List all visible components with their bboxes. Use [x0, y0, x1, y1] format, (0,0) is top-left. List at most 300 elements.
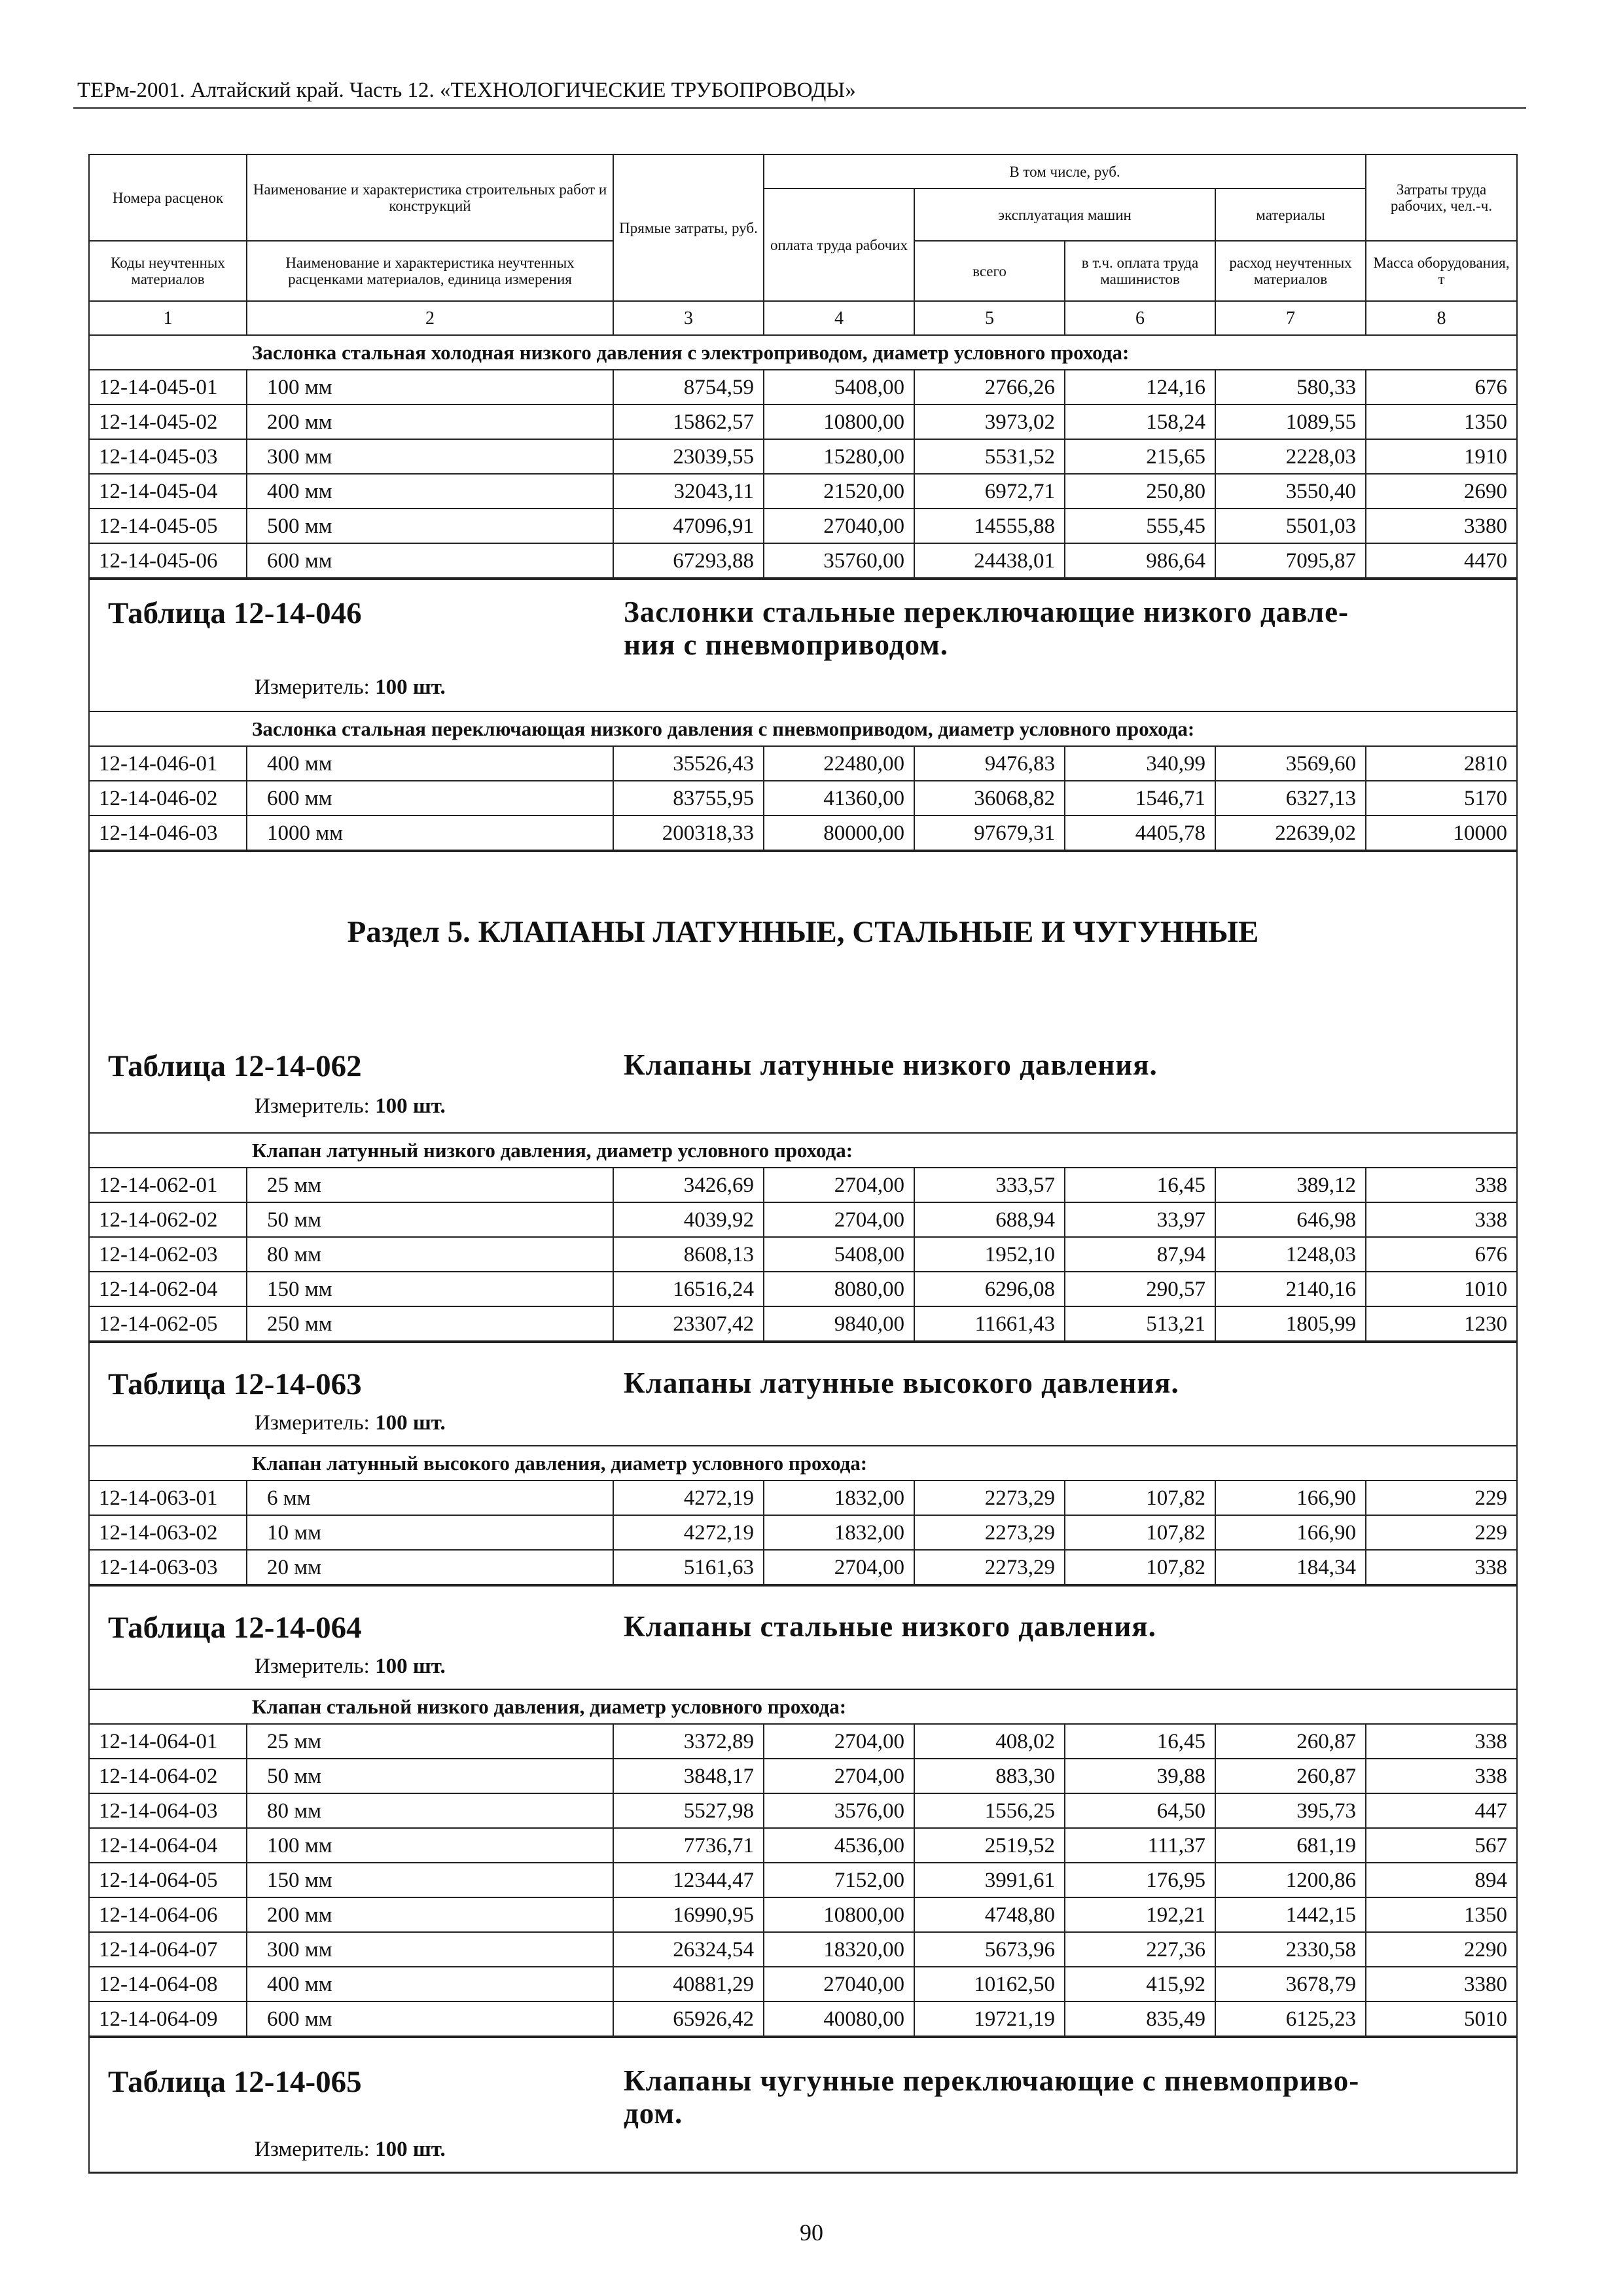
value-cell: 4039,92	[613, 1202, 764, 1237]
rate-name: 250 мм	[247, 1306, 613, 1341]
table-number: Таблица 12-14-046	[108, 596, 362, 630]
value-cell: 338	[1366, 1168, 1516, 1202]
value-cell: 894	[1366, 1863, 1516, 1897]
table-heading-062	[90, 1049, 1516, 1132]
table-row	[90, 1237, 1516, 1272]
value-cell: 580,33	[1215, 370, 1366, 404]
section-5-heading	[90, 851, 1516, 1068]
value-cell: 107,82	[1065, 1550, 1215, 1585]
rate-code: 12-14-046-02	[90, 781, 247, 816]
rate-code: 12-14-064-04	[90, 1828, 247, 1863]
rate-name: 6 мм	[247, 1480, 613, 1515]
rate-name: 80 мм	[247, 1237, 613, 1272]
table-column-header	[90, 154, 1516, 335]
measure-unit	[255, 1655, 446, 1679]
rate-code: 12-14-062-05	[90, 1306, 247, 1341]
table-row	[90, 1480, 1516, 1515]
table-row	[90, 1272, 1516, 1306]
value-cell: 4405,78	[1065, 816, 1215, 850]
table-row	[90, 816, 1516, 850]
value-cell: 5501,03	[1215, 509, 1366, 543]
rate-code: 12-14-064-05	[90, 1863, 247, 1897]
value-cell: 176,95	[1065, 1863, 1215, 1897]
col-name-characteristics: Наименование и характеристика строительных работ и конструкций	[247, 154, 613, 241]
rate-name: 150 мм	[247, 1272, 613, 1306]
rate-name: 25 мм	[247, 1724, 613, 1759]
rate-name: 300 мм	[247, 1932, 613, 1967]
value-cell: 5408,00	[764, 1237, 914, 1272]
value-cell: 97679,31	[914, 816, 1065, 850]
value-cell: 408,02	[914, 1724, 1065, 1759]
rate-name: 10 мм	[247, 1515, 613, 1550]
rate-code: 12-14-045-06	[90, 543, 247, 578]
value-cell: 4272,19	[613, 1480, 764, 1515]
value-cell: 260,87	[1215, 1724, 1366, 1759]
table-row	[90, 781, 1516, 816]
value-cell: 5531,52	[914, 439, 1065, 474]
table-row	[90, 746, 1516, 781]
rate-code: 12-14-045-04	[90, 474, 247, 509]
value-cell: 22639,02	[1215, 816, 1366, 850]
table-number: Таблица 12-14-063	[108, 1367, 362, 1401]
value-cell: 10800,00	[764, 1897, 914, 1932]
col-labor-costs: Затраты труда рабочих, чел.-ч.	[1366, 154, 1516, 241]
measure-unit	[255, 1094, 446, 1119]
value-cell: 7736,71	[613, 1828, 764, 1863]
value-cell: 1805,99	[1215, 1306, 1366, 1341]
value-cell: 2519,52	[914, 1828, 1065, 1863]
value-cell: 5408,00	[764, 370, 914, 404]
value-cell: 513,21	[1065, 1306, 1215, 1341]
rate-code: 12-14-064-07	[90, 1932, 247, 1967]
value-cell: 389,12	[1215, 1168, 1366, 1202]
col-number: 6	[1065, 301, 1215, 335]
value-cell: 567	[1366, 1828, 1516, 1863]
measure-label: Измеритель:	[255, 2138, 370, 2161]
table-row	[90, 404, 1516, 439]
rates-table-064	[90, 1689, 1516, 2037]
table-row	[90, 1168, 1516, 1202]
rates-table-063	[90, 1445, 1516, 1585]
table-row	[90, 370, 1516, 404]
rate-name: 400 мм	[247, 474, 613, 509]
table-row	[90, 1759, 1516, 1793]
table-row	[90, 1863, 1516, 1897]
value-cell: 986,64	[1065, 543, 1215, 578]
value-cell: 39,88	[1065, 1759, 1215, 1793]
value-cell: 6327,13	[1215, 781, 1366, 816]
value-cell: 166,90	[1215, 1480, 1366, 1515]
page-number: 90	[800, 2219, 823, 2246]
rate-name: 25 мм	[247, 1168, 613, 1202]
measure-value: 100 шт.	[375, 675, 446, 699]
value-cell: 2810	[1366, 746, 1516, 781]
value-cell: 1442,15	[1215, 1897, 1366, 1932]
value-cell: 6125,23	[1215, 2001, 1366, 2036]
value-cell: 27040,00	[764, 509, 914, 543]
value-cell: 15862,57	[613, 404, 764, 439]
rate-name: 50 мм	[247, 1759, 613, 1793]
rate-name: 200 мм	[247, 1897, 613, 1932]
rate-code: 12-14-045-01	[90, 370, 247, 404]
rate-name: 400 мм	[247, 1967, 613, 2001]
value-cell: 2704,00	[764, 1168, 914, 1202]
value-cell: 4536,00	[764, 1828, 914, 1863]
value-cell: 64,50	[1065, 1793, 1215, 1828]
table-title-line: Заслонки стальные переключающие низкого давле-	[624, 596, 1349, 628]
table-row	[90, 1932, 1516, 1967]
rate-code: 12-14-064-06	[90, 1897, 247, 1932]
value-cell: 835,49	[1065, 2001, 1215, 2036]
value-cell: 3372,89	[613, 1724, 764, 1759]
value-cell: 111,37	[1065, 1828, 1215, 1863]
value-cell: 2704,00	[764, 1724, 914, 1759]
value-cell: 5170	[1366, 781, 1516, 816]
value-cell: 87,94	[1065, 1237, 1215, 1272]
value-cell: 688,94	[914, 1202, 1065, 1237]
value-cell: 333,57	[914, 1168, 1065, 1202]
value-cell: 18320,00	[764, 1932, 914, 1967]
value-cell: 200318,33	[613, 816, 764, 850]
value-cell: 166,90	[1215, 1515, 1366, 1550]
measure-value: 100 шт.	[375, 1411, 446, 1435]
value-cell: 3848,17	[613, 1759, 764, 1793]
value-cell: 676	[1366, 370, 1516, 404]
value-cell: 8080,00	[764, 1272, 914, 1306]
value-cell: 65926,42	[613, 2001, 764, 2036]
value-cell: 4748,80	[914, 1897, 1065, 1932]
rate-code: 12-14-064-02	[90, 1759, 247, 1793]
table-title-line: дом.	[624, 2097, 683, 2130]
value-cell: 7095,87	[1215, 543, 1366, 578]
col-rate-numbers: Номера расценок	[90, 154, 247, 241]
table-row	[90, 543, 1516, 578]
value-cell: 4272,19	[613, 1515, 764, 1550]
value-cell: 12344,47	[613, 1863, 764, 1897]
value-cell: 2704,00	[764, 1202, 914, 1237]
measure-unit	[255, 675, 446, 700]
col-unaccounted-codes: Коды неучтенных материалов	[90, 241, 247, 301]
rate-code: 12-14-045-03	[90, 439, 247, 474]
value-cell: 227,36	[1065, 1932, 1215, 1967]
value-cell: 2273,29	[914, 1515, 1065, 1550]
section-heading: Заслонка стальная холодная низкого давления с электроприводом, диаметр условного прохода:	[90, 335, 1516, 370]
table-row	[90, 1724, 1516, 1759]
value-cell: 3426,69	[613, 1168, 764, 1202]
rate-name: 600 мм	[247, 543, 613, 578]
value-cell: 4470	[1366, 543, 1516, 578]
table-row	[90, 1306, 1516, 1341]
table-row	[90, 1897, 1516, 1932]
table-heading-065	[90, 2037, 1516, 2172]
value-cell: 2690	[1366, 474, 1516, 509]
value-cell: 1089,55	[1215, 404, 1366, 439]
value-cell: 3569,60	[1215, 746, 1366, 781]
rate-code: 12-14-063-02	[90, 1515, 247, 1550]
value-cell: 16990,95	[613, 1897, 764, 1932]
value-cell: 9840,00	[764, 1306, 914, 1341]
value-cell: 19721,19	[914, 2001, 1065, 2036]
value-cell: 107,82	[1065, 1480, 1215, 1515]
col-unaccounted-names: Наименование и характеристика неучтенных расценками материалов, единица измерения	[247, 241, 613, 301]
rate-name: 500 мм	[247, 509, 613, 543]
value-cell: 11661,43	[914, 1306, 1065, 1341]
value-cell: 7152,00	[764, 1863, 914, 1897]
rate-code: 12-14-063-01	[90, 1480, 247, 1515]
value-cell: 1010	[1366, 1272, 1516, 1306]
value-cell: 1546,71	[1065, 781, 1215, 816]
value-cell: 1350	[1366, 404, 1516, 439]
measure-value: 100 шт.	[375, 1094, 446, 1118]
value-cell: 3973,02	[914, 404, 1065, 439]
value-cell: 36068,82	[914, 781, 1065, 816]
table-title	[624, 2064, 1501, 2130]
value-cell: 1230	[1366, 1306, 1516, 1341]
rate-code: 12-14-064-01	[90, 1724, 247, 1759]
table-title-line: Клапаны чугунные переключающие с пневмоприво-	[624, 2064, 1360, 2097]
value-cell: 124,16	[1065, 370, 1215, 404]
value-cell: 32043,11	[613, 474, 764, 509]
value-cell: 260,87	[1215, 1759, 1366, 1793]
value-cell: 15280,00	[764, 439, 914, 474]
col-unaccounted-consumption: расход неучтенных материалов	[1215, 241, 1366, 301]
value-cell: 40881,29	[613, 1967, 764, 2001]
value-cell: 1248,03	[1215, 1237, 1366, 1272]
value-cell: 1952,10	[914, 1237, 1065, 1272]
value-cell: 2290	[1366, 1932, 1516, 1967]
value-cell: 2273,29	[914, 1480, 1065, 1515]
value-cell: 5010	[1366, 2001, 1516, 2036]
value-cell: 2704,00	[764, 1759, 914, 1793]
section-heading: Клапан латунный низкого давления, диаметр условного прохода:	[90, 1133, 1516, 1168]
value-cell: 107,82	[1065, 1515, 1215, 1550]
rate-code: 12-14-062-01	[90, 1168, 247, 1202]
rates-document	[88, 154, 1518, 2174]
col-including: В том числе, руб.	[764, 154, 1366, 188]
value-cell: 27040,00	[764, 1967, 914, 2001]
table-row	[90, 1828, 1516, 1863]
value-cell: 338	[1366, 1550, 1516, 1585]
table-number: Таблица 12-14-062	[108, 1049, 362, 1083]
value-cell: 2330,58	[1215, 1932, 1366, 1967]
table-number: Таблица 12-14-065	[108, 2065, 362, 2099]
value-cell: 9476,83	[914, 746, 1065, 781]
rate-code: 12-14-062-03	[90, 1237, 247, 1272]
running-title: ТЕРм-2001. Алтайский край. Часть 12. «ТЕХНОЛОГИЧЕСКИЕ ТРУБОПРОВОДЫ»	[77, 79, 856, 102]
rate-name: 80 мм	[247, 1793, 613, 1828]
table-row	[90, 1202, 1516, 1237]
rate-code: 12-14-046-03	[90, 816, 247, 850]
value-cell: 8608,13	[613, 1237, 764, 1272]
col-number: 4	[764, 301, 914, 335]
rate-name: 300 мм	[247, 439, 613, 474]
measure-label: Измеритель:	[255, 1655, 370, 1678]
value-cell: 67293,88	[613, 543, 764, 578]
value-cell: 338	[1366, 1724, 1516, 1759]
value-cell: 1350	[1366, 1897, 1516, 1932]
col-number: 8	[1366, 301, 1516, 335]
measure-unit	[255, 1411, 446, 1435]
table-heading-046	[90, 579, 1516, 711]
value-cell: 35526,43	[613, 746, 764, 781]
value-cell: 2704,00	[764, 1550, 914, 1585]
value-cell: 3678,79	[1215, 1967, 1366, 2001]
value-cell: 22480,00	[764, 746, 914, 781]
rate-name: 200 мм	[247, 404, 613, 439]
col-worker-pay: оплата труда рабочих	[764, 188, 914, 301]
col-number: 2	[247, 301, 613, 335]
value-cell: 3380	[1366, 1967, 1516, 2001]
table-row	[90, 439, 1516, 474]
value-cell: 340,99	[1065, 746, 1215, 781]
value-cell: 229	[1366, 1480, 1516, 1515]
rate-name: 100 мм	[247, 370, 613, 404]
value-cell: 35760,00	[764, 543, 914, 578]
value-cell: 83755,95	[613, 781, 764, 816]
rate-code: 12-14-063-03	[90, 1550, 247, 1585]
value-cell: 415,92	[1065, 1967, 1215, 2001]
value-cell: 5161,63	[613, 1550, 764, 1585]
value-cell: 6296,08	[914, 1272, 1065, 1306]
value-cell: 47096,91	[613, 509, 764, 543]
value-cell: 23307,42	[613, 1306, 764, 1341]
value-cell: 676	[1366, 1237, 1516, 1272]
value-cell: 10800,00	[764, 404, 914, 439]
table-title-line: ния с пневмоприводом.	[624, 628, 948, 661]
value-cell: 10162,50	[914, 1967, 1065, 2001]
table-row	[90, 1550, 1516, 1585]
table-row	[90, 1793, 1516, 1828]
value-cell: 290,57	[1065, 1272, 1215, 1306]
value-cell: 192,21	[1065, 1897, 1215, 1932]
page-header	[73, 73, 1526, 109]
col-number: 5	[914, 301, 1065, 335]
value-cell: 26324,54	[613, 1932, 764, 1967]
col-operator-pay: в т.ч. оплата труда машинистов	[1065, 241, 1215, 301]
value-cell: 2273,29	[914, 1550, 1065, 1585]
col-materials: материалы	[1215, 188, 1366, 241]
value-cell: 14555,88	[914, 509, 1065, 543]
rates-table-062	[90, 1132, 1516, 1342]
rates-table-046	[90, 711, 1516, 851]
rate-code: 12-14-062-04	[90, 1272, 247, 1306]
value-cell: 33,97	[1065, 1202, 1215, 1237]
value-cell: 8754,59	[613, 370, 764, 404]
rate-name: 600 мм	[247, 781, 613, 816]
rate-code: 12-14-045-02	[90, 404, 247, 439]
measure-value: 100 шт.	[375, 1655, 446, 1678]
rate-name: 600 мм	[247, 2001, 613, 2036]
table-heading-063	[90, 1342, 1516, 1445]
section-heading: Заслонка стальная переключающая низкого давления с пневмоприводом, диаметр условного прохода:	[90, 711, 1516, 746]
table-row	[90, 1967, 1516, 2001]
table-title	[624, 596, 1501, 661]
value-cell: 338	[1366, 1202, 1516, 1237]
value-cell: 3991,61	[914, 1863, 1065, 1897]
measure-label: Измеритель:	[255, 1094, 370, 1118]
value-cell: 229	[1366, 1515, 1516, 1550]
value-cell: 5527,98	[613, 1793, 764, 1828]
value-cell: 1556,25	[914, 1793, 1065, 1828]
value-cell: 41360,00	[764, 781, 914, 816]
col-machine-operation: эксплуатация машин	[914, 188, 1215, 241]
rate-code: 12-14-045-05	[90, 509, 247, 543]
value-cell: 16,45	[1065, 1168, 1215, 1202]
value-cell: 21520,00	[764, 474, 914, 509]
table-row	[90, 509, 1516, 543]
col-number: 3	[613, 301, 764, 335]
rate-code: 12-14-046-01	[90, 746, 247, 781]
rate-name: 100 мм	[247, 1828, 613, 1863]
section-title: Раздел 5. КЛАПАНЫ ЛАТУННЫЕ, СТАЛЬНЫЕ И ЧУГУННЫЕ	[347, 915, 1259, 949]
value-cell: 2228,03	[1215, 439, 1366, 474]
measure-label: Измеритель:	[255, 675, 370, 699]
value-cell: 80000,00	[764, 816, 914, 850]
value-cell: 883,30	[914, 1759, 1065, 1793]
rate-name: 50 мм	[247, 1202, 613, 1237]
value-cell: 2140,16	[1215, 1272, 1366, 1306]
value-cell: 250,80	[1065, 474, 1215, 509]
table-row	[90, 2001, 1516, 2036]
value-cell: 3380	[1366, 509, 1516, 543]
value-cell: 215,65	[1065, 439, 1215, 474]
value-cell: 338	[1366, 1759, 1516, 1793]
value-cell: 1832,00	[764, 1515, 914, 1550]
col-number: 1	[90, 301, 247, 335]
rate-name: 150 мм	[247, 1863, 613, 1897]
measure-value: 100 шт.	[375, 2138, 446, 2161]
table-heading-064	[90, 1585, 1516, 1689]
value-cell: 184,34	[1215, 1550, 1366, 1585]
col-direct-costs: Прямые затраты, руб.	[613, 154, 764, 301]
col-total: всего	[914, 241, 1065, 301]
value-cell: 3576,00	[764, 1793, 914, 1828]
value-cell: 16,45	[1065, 1724, 1215, 1759]
value-cell: 6972,71	[914, 474, 1065, 509]
value-cell: 40080,00	[764, 2001, 914, 2036]
value-cell: 5673,96	[914, 1932, 1065, 1967]
section-heading: Клапан стальной низкого давления, диаметр условного прохода:	[90, 1689, 1516, 1724]
table-row	[90, 1515, 1516, 1550]
value-cell: 3550,40	[1215, 474, 1366, 509]
rate-name: 20 мм	[247, 1550, 613, 1585]
value-cell: 681,19	[1215, 1828, 1366, 1863]
rate-code: 12-14-064-09	[90, 2001, 247, 2036]
table-title: Клапаны латунные высокого давления.	[624, 1367, 1179, 1399]
value-cell: 1832,00	[764, 1480, 914, 1515]
value-cell: 1910	[1366, 439, 1516, 474]
col-number: 7	[1215, 301, 1366, 335]
table-title: Клапаны стальные низкого давления.	[624, 1610, 1156, 1643]
value-cell: 1200,86	[1215, 1863, 1366, 1897]
measure-label: Измеритель:	[255, 1411, 370, 1435]
rate-code: 12-14-064-08	[90, 1967, 247, 2001]
value-cell: 395,73	[1215, 1793, 1366, 1828]
table-title: Клапаны латунные низкого давления.	[624, 1049, 1158, 1081]
value-cell: 16516,24	[613, 1272, 764, 1306]
section-heading: Клапан латунный высокого давления, диаметр условного прохода:	[90, 1446, 1516, 1480]
measure-unit	[255, 2138, 446, 2162]
value-cell: 10000	[1366, 816, 1516, 850]
col-equipment-mass: Масса оборудования, т	[1366, 241, 1516, 301]
rates-table-045	[90, 154, 1516, 579]
table-number: Таблица 12-14-064	[108, 1611, 362, 1645]
value-cell: 23039,55	[613, 439, 764, 474]
value-cell: 158,24	[1065, 404, 1215, 439]
rate-code: 12-14-064-03	[90, 1793, 247, 1828]
rate-name: 1000 мм	[247, 816, 613, 850]
rate-code: 12-14-062-02	[90, 1202, 247, 1237]
